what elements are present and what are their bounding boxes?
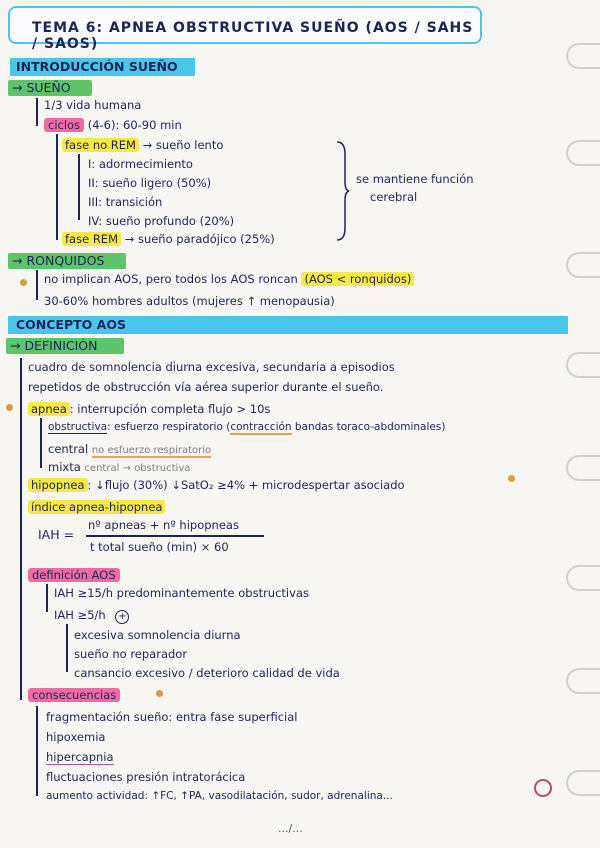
fase-rem-label: fase REM [62,232,121,246]
ronquidos-heading: → RONQUIDOS [12,253,105,268]
page-title: TEMA 6: APNEA OBSTRUCTIVA SUEÑO (AOS / SAHS / SAOS) [32,20,474,52]
def-aos-item-2: sueño no reparador [74,647,188,661]
obstructiva-label: obstructiva [48,421,108,433]
stage-2: II: sueño ligero (50%) [88,176,212,190]
stamp-icon [534,779,552,797]
bullet-dot [508,475,515,482]
fase-rem-text: → sueño paradójico (25%) [124,232,275,246]
fraction-line [86,535,264,537]
tree-line [78,154,80,220]
consecuencia-1: fragmentación sueño: entra fase superficial [46,710,298,724]
def-aos-line1: IAH ≥15/h predominantemente obstructivas [54,586,309,600]
def-aos-label: definición AOS [28,568,120,582]
sueno-heading: → SUEÑO [12,80,71,95]
def-aos-item-1: excesiva somnolencia diurna [74,628,241,642]
ronquidos-line2: 30-60% hombres adultos (mujeres ↑ menopausia) [44,294,335,308]
binder-ring-icon [566,43,600,69]
mixta-note: central → obstructiva [84,463,191,474]
sueno-line1: 1/3 vida humana [44,98,142,112]
hipopnea-text: : ↓flujo (30%) ↓SatO₂ ≥4% + microdespertar asociado [87,478,405,492]
central-note: no esfuerzo respiratorio [91,445,212,456]
tree-line [36,98,38,126]
binder-ring-icon [566,668,600,694]
apnea-text: : interrupción completa flujo > 10s [69,402,271,416]
stage-4: IV: sueño profundo (20%) [88,214,235,228]
definicion-text-1: cuadro de somnolencia diurna excesiva, secundaria a episodios [28,360,395,374]
section-heading-intro: INTRODUCCIÓN SUEÑO [16,59,178,74]
binder-ring-icon [566,565,600,591]
ciclos-text: (4-6): 60-90 min [87,118,182,132]
fase-no-rem-text: → sueño lento [142,138,224,152]
section-heading-concepto: CONCEPTO AOS [16,317,126,332]
consecuencia-5: aumento actividad: ↑FC, ↑PA, vasodilatación, sudor, adrenalina... [46,790,393,802]
stage-1: I: adormecimiento [88,157,193,171]
ciclos-label: ciclos [44,118,84,132]
stage-3: III: transición [88,195,163,209]
binder-ring-icon [566,455,600,481]
tree-line [40,418,42,468]
tree-line [20,358,22,700]
fase-no-rem-label: fase no REM [62,138,139,152]
brace-icon [335,140,351,242]
consecuencia-3: hipercapnia [46,750,114,764]
definicion-heading: → DEFINICIÓN [10,338,98,353]
binder-ring-icon [566,252,600,278]
tree-line [36,706,38,796]
obstructiva-text: : esfuerzo respiratorio ( [107,421,231,433]
tree-line [46,584,48,612]
consecuencias-label: consecuencias [28,688,120,702]
definicion-text-2: repetidos de obstrucción vía aérea superior durante el sueño. [28,380,384,394]
binder-ring-icon [566,352,600,378]
bullet-dot [20,279,27,286]
binder-ring-icon [566,770,600,796]
plus-circle-icon: + [115,610,129,624]
hipopnea-label: hipopnea [28,478,88,492]
binder-ring-icon [566,140,600,166]
tree-line [66,624,68,672]
apnea-label: apnea [28,402,70,416]
iah-lhs: IAH = [38,527,75,542]
tree-line [36,270,38,300]
ronquidos-line1: no implican AOS, pero todos los AOS roncan [44,272,298,286]
bullet-dot [156,690,163,697]
consecuencia-4: fluctuaciones presión intratorácica [46,770,246,784]
iah-numerator: nº apneas + nº hipopneas [88,518,239,532]
obstructiva-end: bandas toraco-abdominales) [291,421,446,433]
page-continuation: .../... [278,822,303,835]
def-aos-line2: IAH ≥5/h [54,608,106,622]
brace-note-2: cerebral [370,190,418,204]
tree-line [56,134,58,240]
contraccion-text: contracción [230,421,292,433]
brace-note-1: se mantiene función [356,172,474,186]
iah-denominator: t total sueño (min) × 60 [90,540,229,554]
ronquidos-highlight: (AOS < ronquidos) [301,272,414,286]
mixta-label: mixta [48,460,81,474]
title-box [8,6,482,52]
def-aos-item-3: cansancio excesivo / deterioro calidad de vida [74,666,340,680]
consecuencia-2: hipoxemia [46,730,106,744]
iah-label: índice apnea-hipopnea [28,500,165,514]
central-label: central [48,442,89,456]
bullet-dot [6,404,13,411]
